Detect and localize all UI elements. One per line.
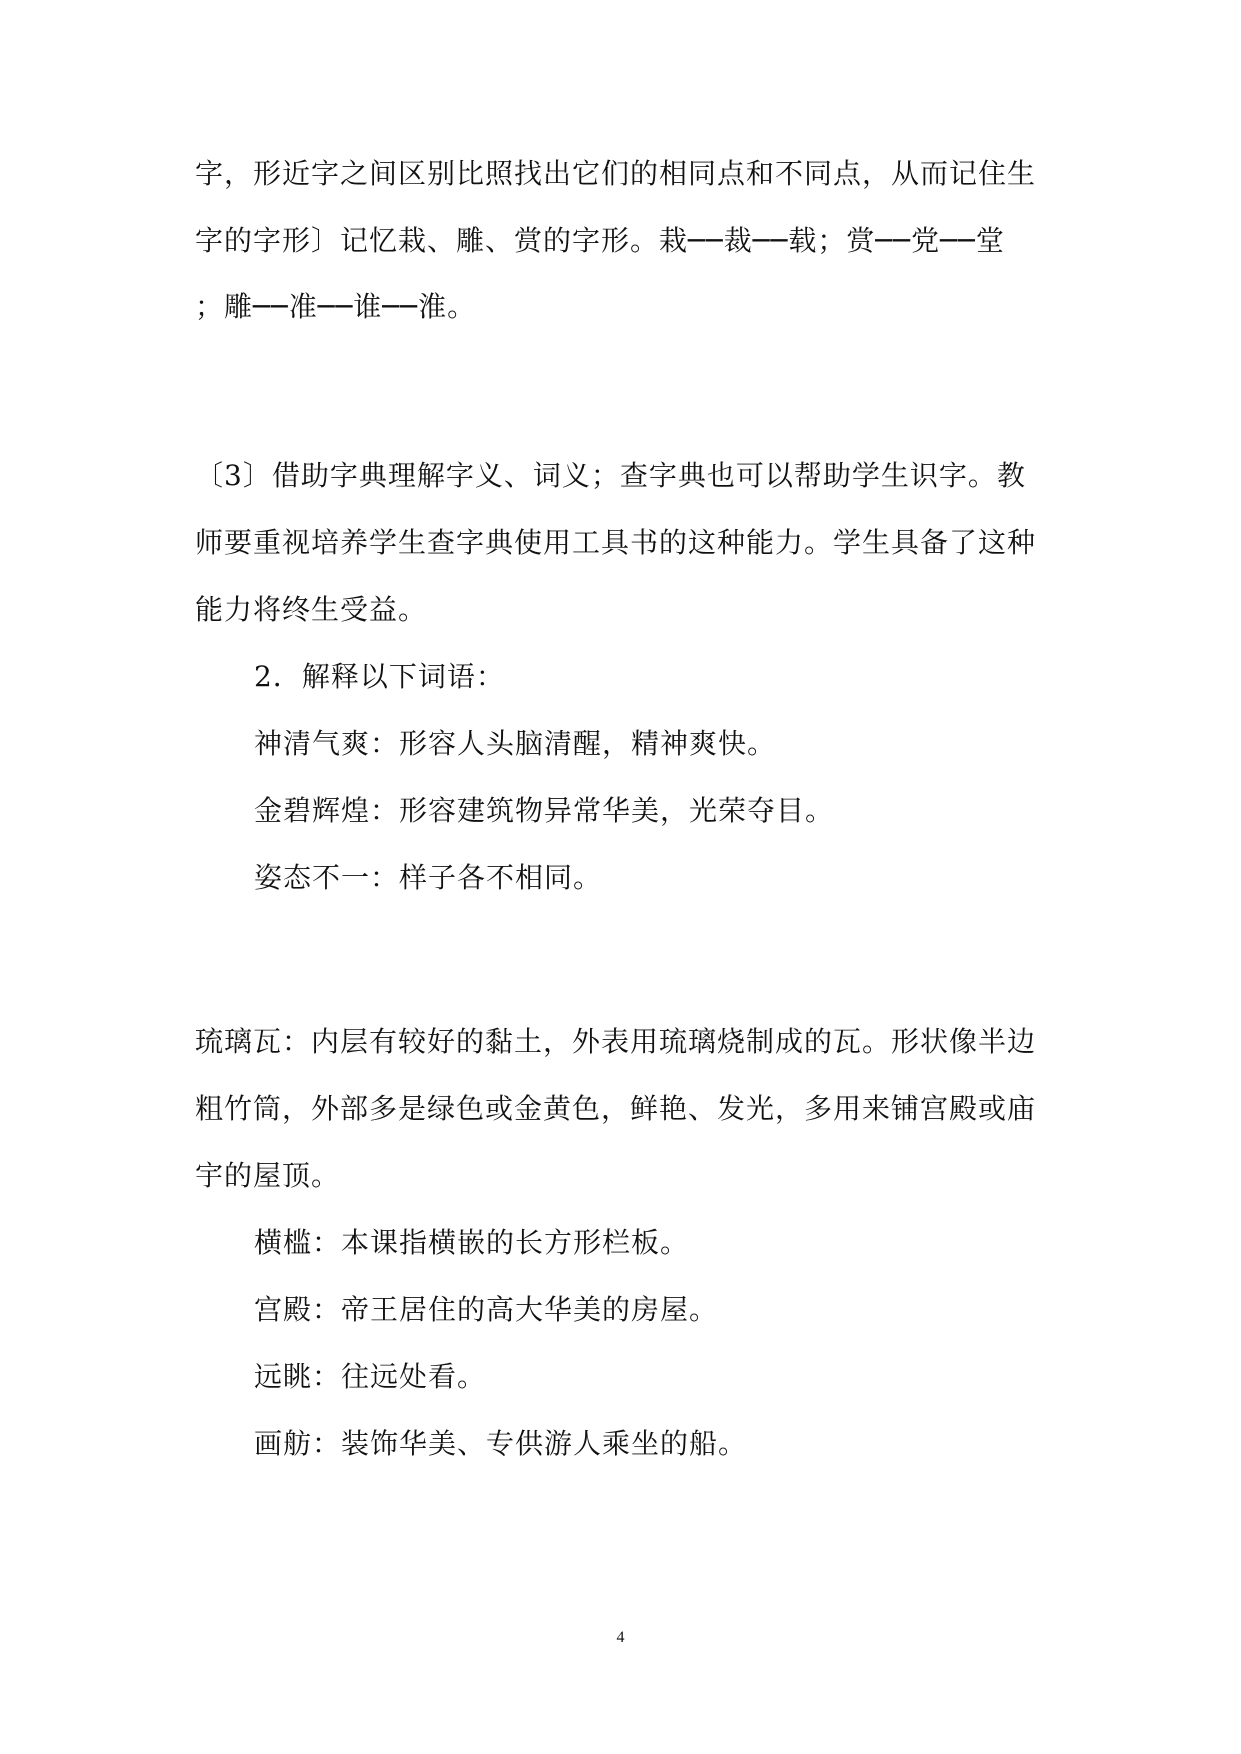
text-line: 〔3〕借助字典理解字义、词义；查字典也可以帮助学生识字。教: [195, 459, 1026, 492]
text-line: ；雕──准──谁──淮。: [195, 290, 477, 323]
text-line: 师要重视培养学生查字典使用工具书的这种能力。学生具备了这种: [195, 526, 1037, 559]
text-line: 字的字形〕记忆栽、雕、赏的字形。栽──裁──载；赏──党──堂: [195, 224, 1005, 257]
definition-item: 金碧辉煌：形容建筑物异常华美，光荣夺目。: [254, 794, 835, 827]
text-line: 宇的屋顶。: [195, 1159, 341, 1192]
section-heading: 2．解释以下词语：: [254, 660, 505, 693]
definition-item: 宫殿：帝王居住的高大华美的房屋。: [254, 1293, 719, 1326]
page-number: 4: [616, 1629, 625, 1646]
text-line: 琉璃瓦：内层有较好的黏土，外表用琉璃烧制成的瓦。形状像半边: [195, 1025, 1037, 1058]
text-line: 字，形近字之间区别比照找出它们的相同点和不同点，从而记住生: [195, 157, 1037, 190]
definition-item: 画舫：装饰华美、专供游人乘坐的船。: [254, 1427, 748, 1460]
definition-item: 远眺：往远处看。: [254, 1360, 487, 1393]
text-line: 能力将终生受益。: [195, 593, 428, 626]
definition-item: 横槛：本课指横嵌的长方形栏板。: [254, 1226, 690, 1259]
text-line: 粗竹筒，外部多是绿色或金黄色，鲜艳、发光，多用来铺宫殿或庙: [195, 1092, 1037, 1125]
definition-item: 姿态不一：样子各不相同。: [254, 861, 603, 894]
definition-item: 神清气爽：形容人头脑清醒，精神爽快。: [254, 727, 777, 760]
